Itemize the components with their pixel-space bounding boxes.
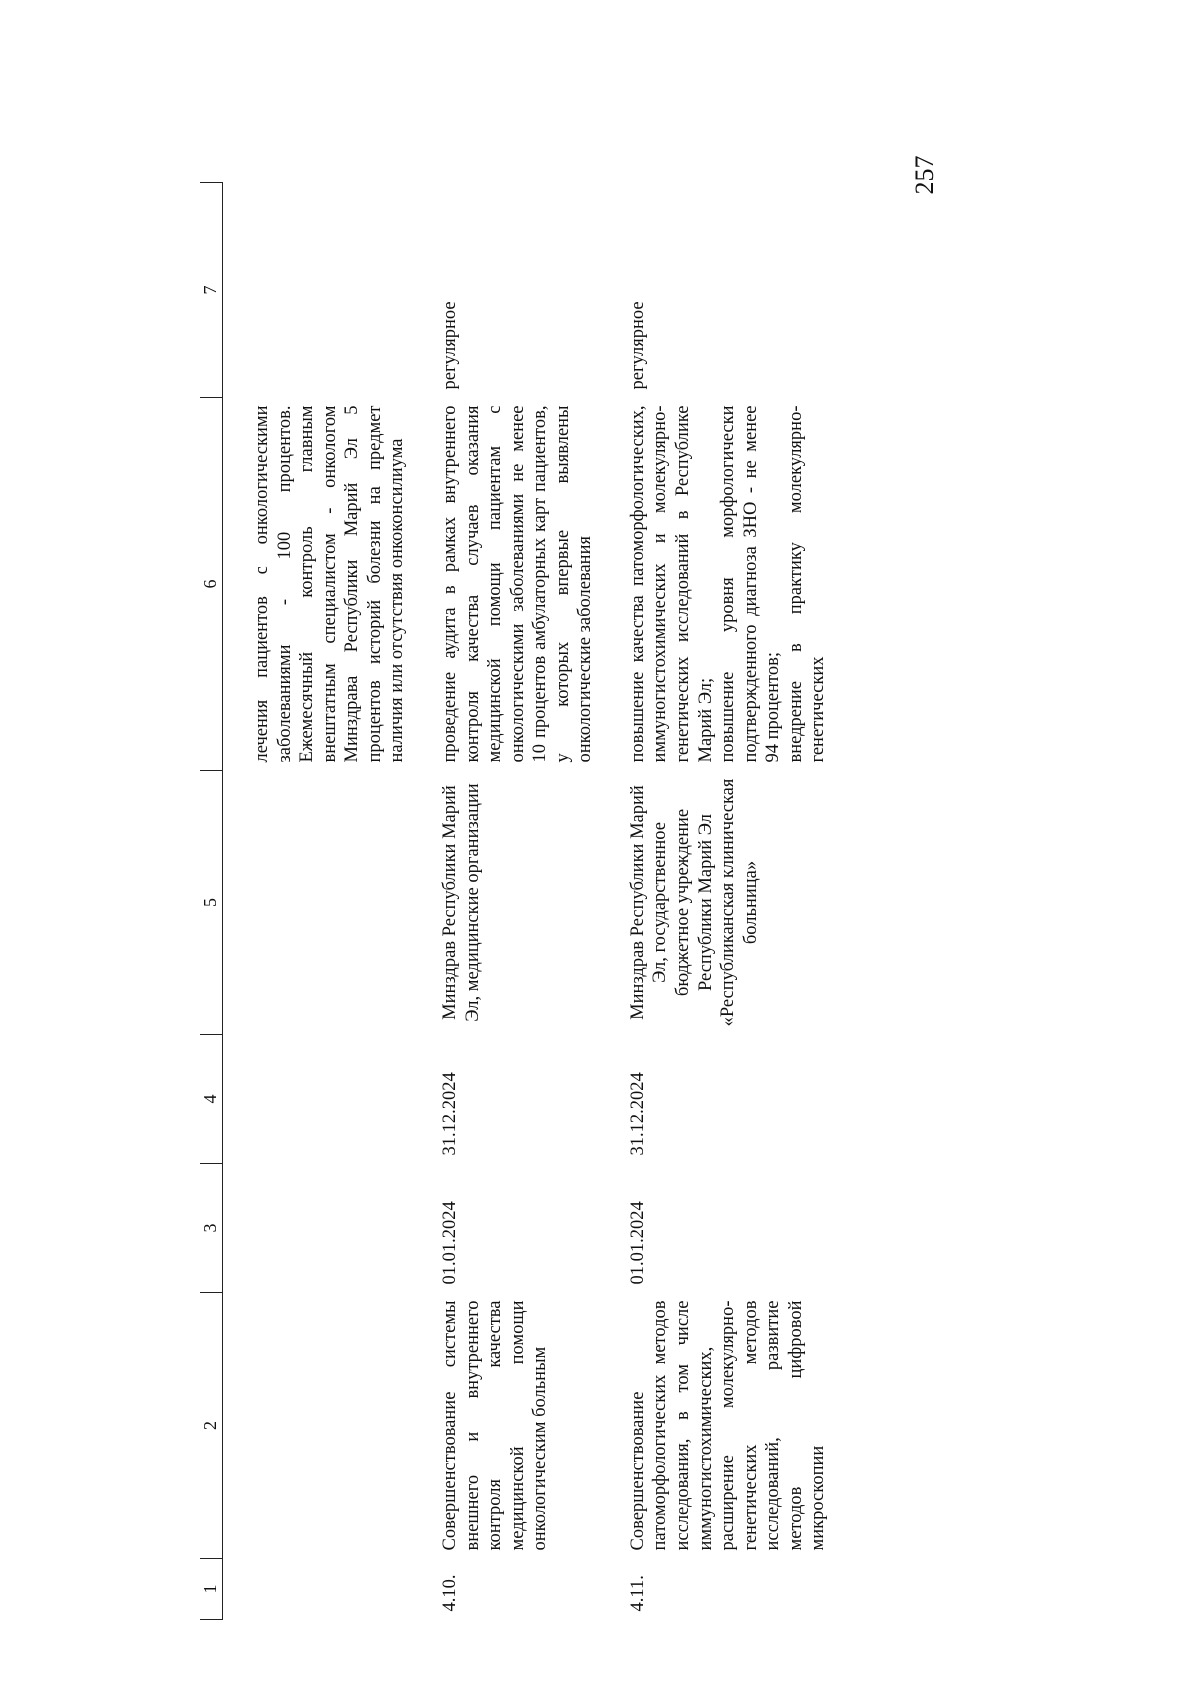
periodicity: регулярное xyxy=(627,301,648,390)
header-col-3: 3 xyxy=(200,1164,223,1293)
row-number: 4.10. xyxy=(439,1574,460,1612)
table-row xyxy=(627,183,860,1620)
table-row xyxy=(439,183,627,1620)
periodicity: регулярное xyxy=(439,301,460,390)
result-item: повышение уровня морфологически подтвержденного диагноза ЗНО - не менее 94 процентов; xyxy=(718,405,784,763)
table-header-row xyxy=(200,183,223,1620)
table-row-continuation xyxy=(251,183,439,1620)
result-item: внедрение в практику молекулярно-генетических xyxy=(785,405,829,763)
header-col-4: 4 xyxy=(200,1035,223,1164)
row-number: 4.11. xyxy=(627,1575,648,1612)
expected-result: проведение аудита в рамках внутреннего контроля качества случаев оказания медицинской помощи пациентам с онкологическими заболеваниями не менее 10 процентов амбулаторных карт пациентов, у которых впервые выявлены онкологические заболевания xyxy=(439,405,596,763)
header-col-2: 2 xyxy=(200,1293,223,1559)
end-date: 31.12.2024 xyxy=(627,1072,648,1156)
measure-name: Совершенствование системы внешнего и внутреннего контроля качества медицинской помощи онкологическим больным xyxy=(439,1300,551,1551)
end-date: 31.12.2024 xyxy=(439,1072,460,1156)
responsible-executor: Минздрав Республики Марий Эл, государственное бюджетное учреждение Республики Марий Эл «Республиканская клиническая больница» xyxy=(627,778,761,1027)
continuation-result-cell: лечения пациентов с онкологическими заболеваниями - 100 процентов. Ежемесячный контроль главным внештатным специалистом - онкологом Минздрава Республики Марий Эл 5 процентов историй болезни на предмет наличия или отсутствия онкоконсилиума xyxy=(252,405,408,763)
header-col-1: 1 xyxy=(200,1559,223,1620)
header-col-7: 7 xyxy=(200,183,223,398)
measure-name: Совершенствование патоморфологических методов исследования, в том числе иммуногистохимических, расширение молекулярно-генетических методов исследований, развитие методов цифровой микроскопии xyxy=(627,1300,829,1551)
rotated-table-container xyxy=(200,190,960,1620)
header-col-6: 6 xyxy=(200,398,223,771)
start-date: 01.01.2024 xyxy=(439,1201,460,1285)
header-spacer xyxy=(223,183,252,1620)
page-number: 257 xyxy=(910,155,939,195)
start-date: 01.01.2024 xyxy=(627,1201,648,1285)
header-col-5: 5 xyxy=(200,771,223,1035)
result-item: повышение качества патоморфологических, иммуногистохимических и молекулярно-генетических исследований в Республике Марий Эл; xyxy=(627,405,716,763)
measures-table xyxy=(200,182,860,1620)
responsible-executor: Минздрав Республики Марий Эл, медицинские организации xyxy=(439,783,483,1022)
expected-result-list xyxy=(627,398,860,771)
